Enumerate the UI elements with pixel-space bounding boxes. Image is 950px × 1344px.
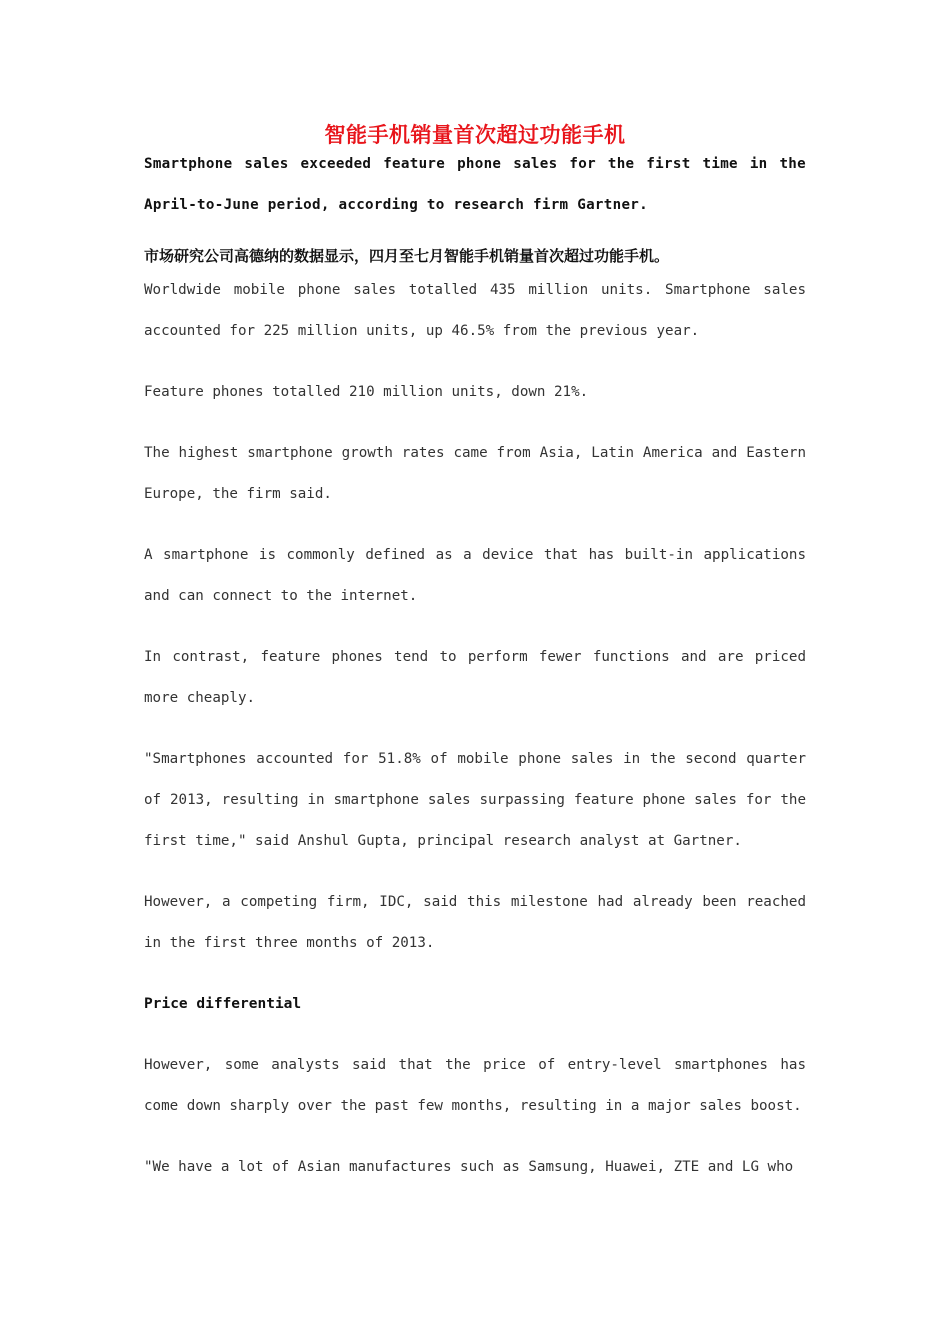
document-page <box>144 118 806 1188</box>
paragraph-analyst-quote: "Smartphones accounted for 51.8% of mobile phone sales in the second quarter of 2013, resulting in smartphone sales surpassing feature phone sales for the first time," said Anshul Gupta, principal research analyst at Gartner. <box>144 751 806 849</box>
paragraph-growth-regions: The highest smartphone growth rates came from Asia, Latin America and Eastern Europe, the firm said. <box>144 445 806 502</box>
paragraph-feature-phones: Feature phones totalled 210 million units, down 21%. <box>144 384 589 400</box>
article-title: 智能手机销量首次超过功能手机 <box>324 123 626 147</box>
chinese-summary: 市场研究公司高德纳的数据显示，四月至七月智能手机销量首次超过功能手机。 <box>144 247 670 265</box>
paragraph-sales-totals: Worldwide mobile phone sales totalled 435 million units. Smartphone sales accounted for 225 million units, up 46.5% from the previous year. <box>144 282 806 339</box>
paragraph-smartphone-definition: A smartphone is commonly defined as a device that has built-in applications and can connect to the internet. <box>144 547 806 604</box>
paragraph-asian-manufacturers: "We have a lot of Asian manufactures such as Samsung, Huawei, ZTE and LG who <box>144 1159 794 1175</box>
lead-paragraph: Smartphone sales exceeded feature phone sales for the first time in the April-to-June period, according to research firm Gartner. <box>144 156 806 213</box>
paragraph-feature-phone-contrast: In contrast, feature phones tend to perform fewer functions and are priced more cheaply. <box>144 649 806 706</box>
paragraph-idc-milestone: However, a competing firm, IDC, said this milestone had already been reached in the first three months of 2013. <box>144 894 806 951</box>
paragraph-entry-level-prices: However, some analysts said that the price of entry-level smartphones has come down sharply over the past few months, resulting in a major sales boost. <box>144 1057 806 1114</box>
section-heading: Price differential <box>144 996 302 1012</box>
